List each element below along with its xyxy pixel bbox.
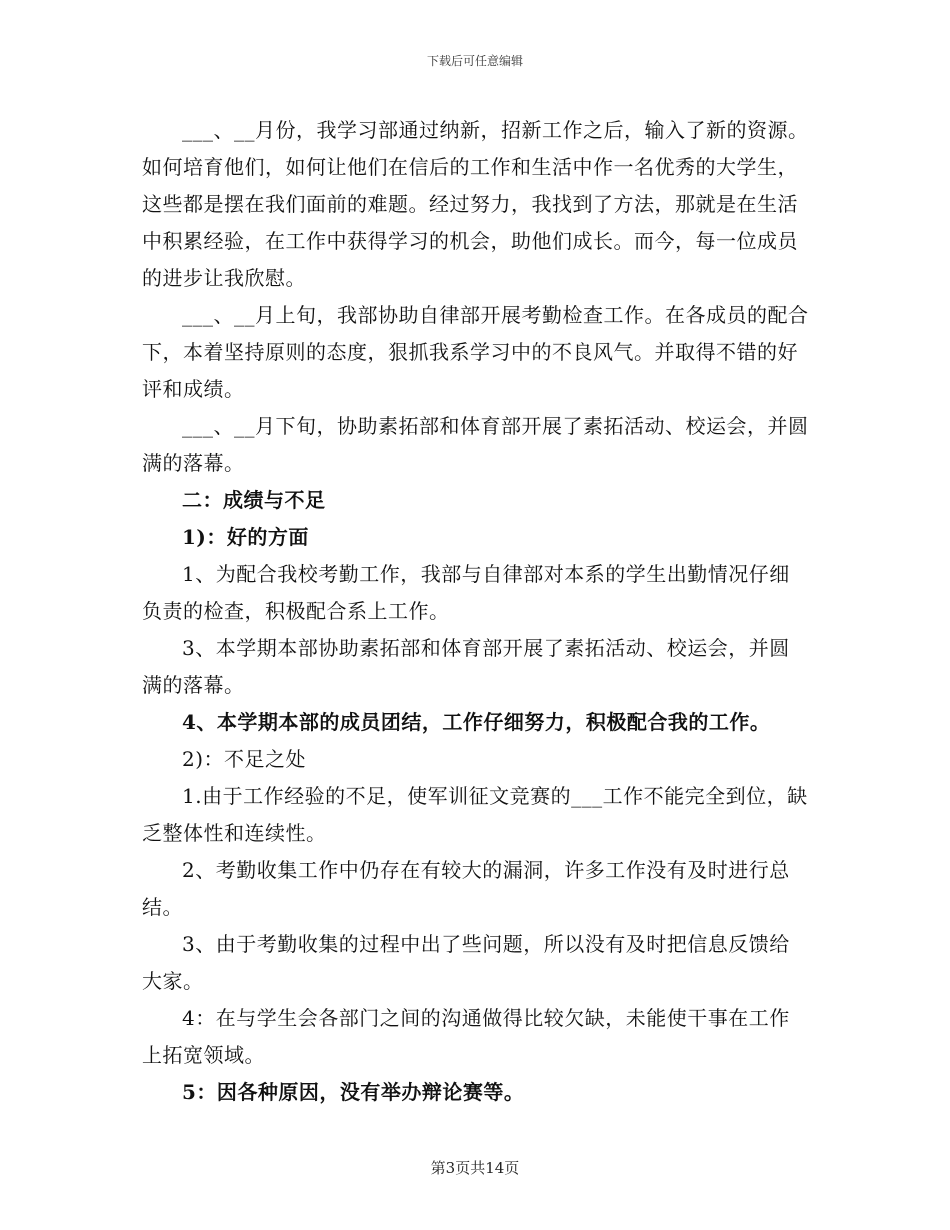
subheading-shortcomings: 2)：不足之处 — [182, 747, 307, 771]
list-item-shortcoming-1: 1.由于工作经验的不足，使军训征文竞赛的___工作不能完全到位，缺乏整体性和连续性。 — [142, 784, 808, 845]
list-item-shortcoming-4: 4：在与学生会各部门之间的沟通做得比较欠缺，未能使干事在工作上拓宽领域。 — [142, 1006, 790, 1067]
section-heading-achievements: 二：成绩与不足 — [182, 488, 326, 512]
page-footer: 第3页共14页 — [430, 1159, 520, 1177]
paragraph-attendance-check: ___、__月上旬，我部协助自律部开展考勤检查工作。在各成员的配合下，本着坚持原则的态度，狠抓我系学习中的不良风气。并取得不错的好评和成绩。 — [142, 303, 809, 401]
list-item-good-4: 4、本学期本部的成员团结，工作仔细努力，积极配合我的工作。 — [182, 710, 771, 734]
list-item-shortcoming-2: 2、考勤收集工作中仍存在有较大的漏洞，许多工作没有及时进行总结。 — [142, 858, 790, 919]
paragraph-recruitment: ___、__月份，我学习部通过纳新，招新工作之后，输入了新的资源。如何培育他们，如何让他们在信后的工作和生活中作一名优秀的大学生，这些都是摆在我们面前的难题。经过努力，我找到了方法，那就是在生活中积累经验，在工作中获得学习的机会，助他们成长。而今，每一位成员的进步让我欣慰。 — [142, 118, 809, 290]
list-item-good-3: 3、本学期本部协助素拓部和体育部开展了素拓活动、校运会，并圆满的落幕。 — [142, 636, 790, 697]
list-item-shortcoming-3: 3、由于考勤收集的过程中出了些问题，所以没有及时把信息反馈给大家。 — [142, 932, 790, 993]
list-item-shortcoming-5: 5：因各种原因，没有举办辩论赛等。 — [182, 1080, 525, 1104]
paragraph-activities: ___、__月下旬，协助素拓部和体育部开展了素拓活动、校运会，并圆满的落幕。 — [142, 414, 809, 475]
subheading-good-aspects: 1)：好的方面 — [182, 525, 309, 549]
page-header: 下载后可任意编辑 — [426, 54, 523, 68]
document-body — [142, 112, 810, 1111]
list-item-good-1: 1、为配合我校考勤工作，我部与自律部对本系的学生出勤情况仔细负责的检查，积极配合系上工作。 — [142, 562, 790, 623]
